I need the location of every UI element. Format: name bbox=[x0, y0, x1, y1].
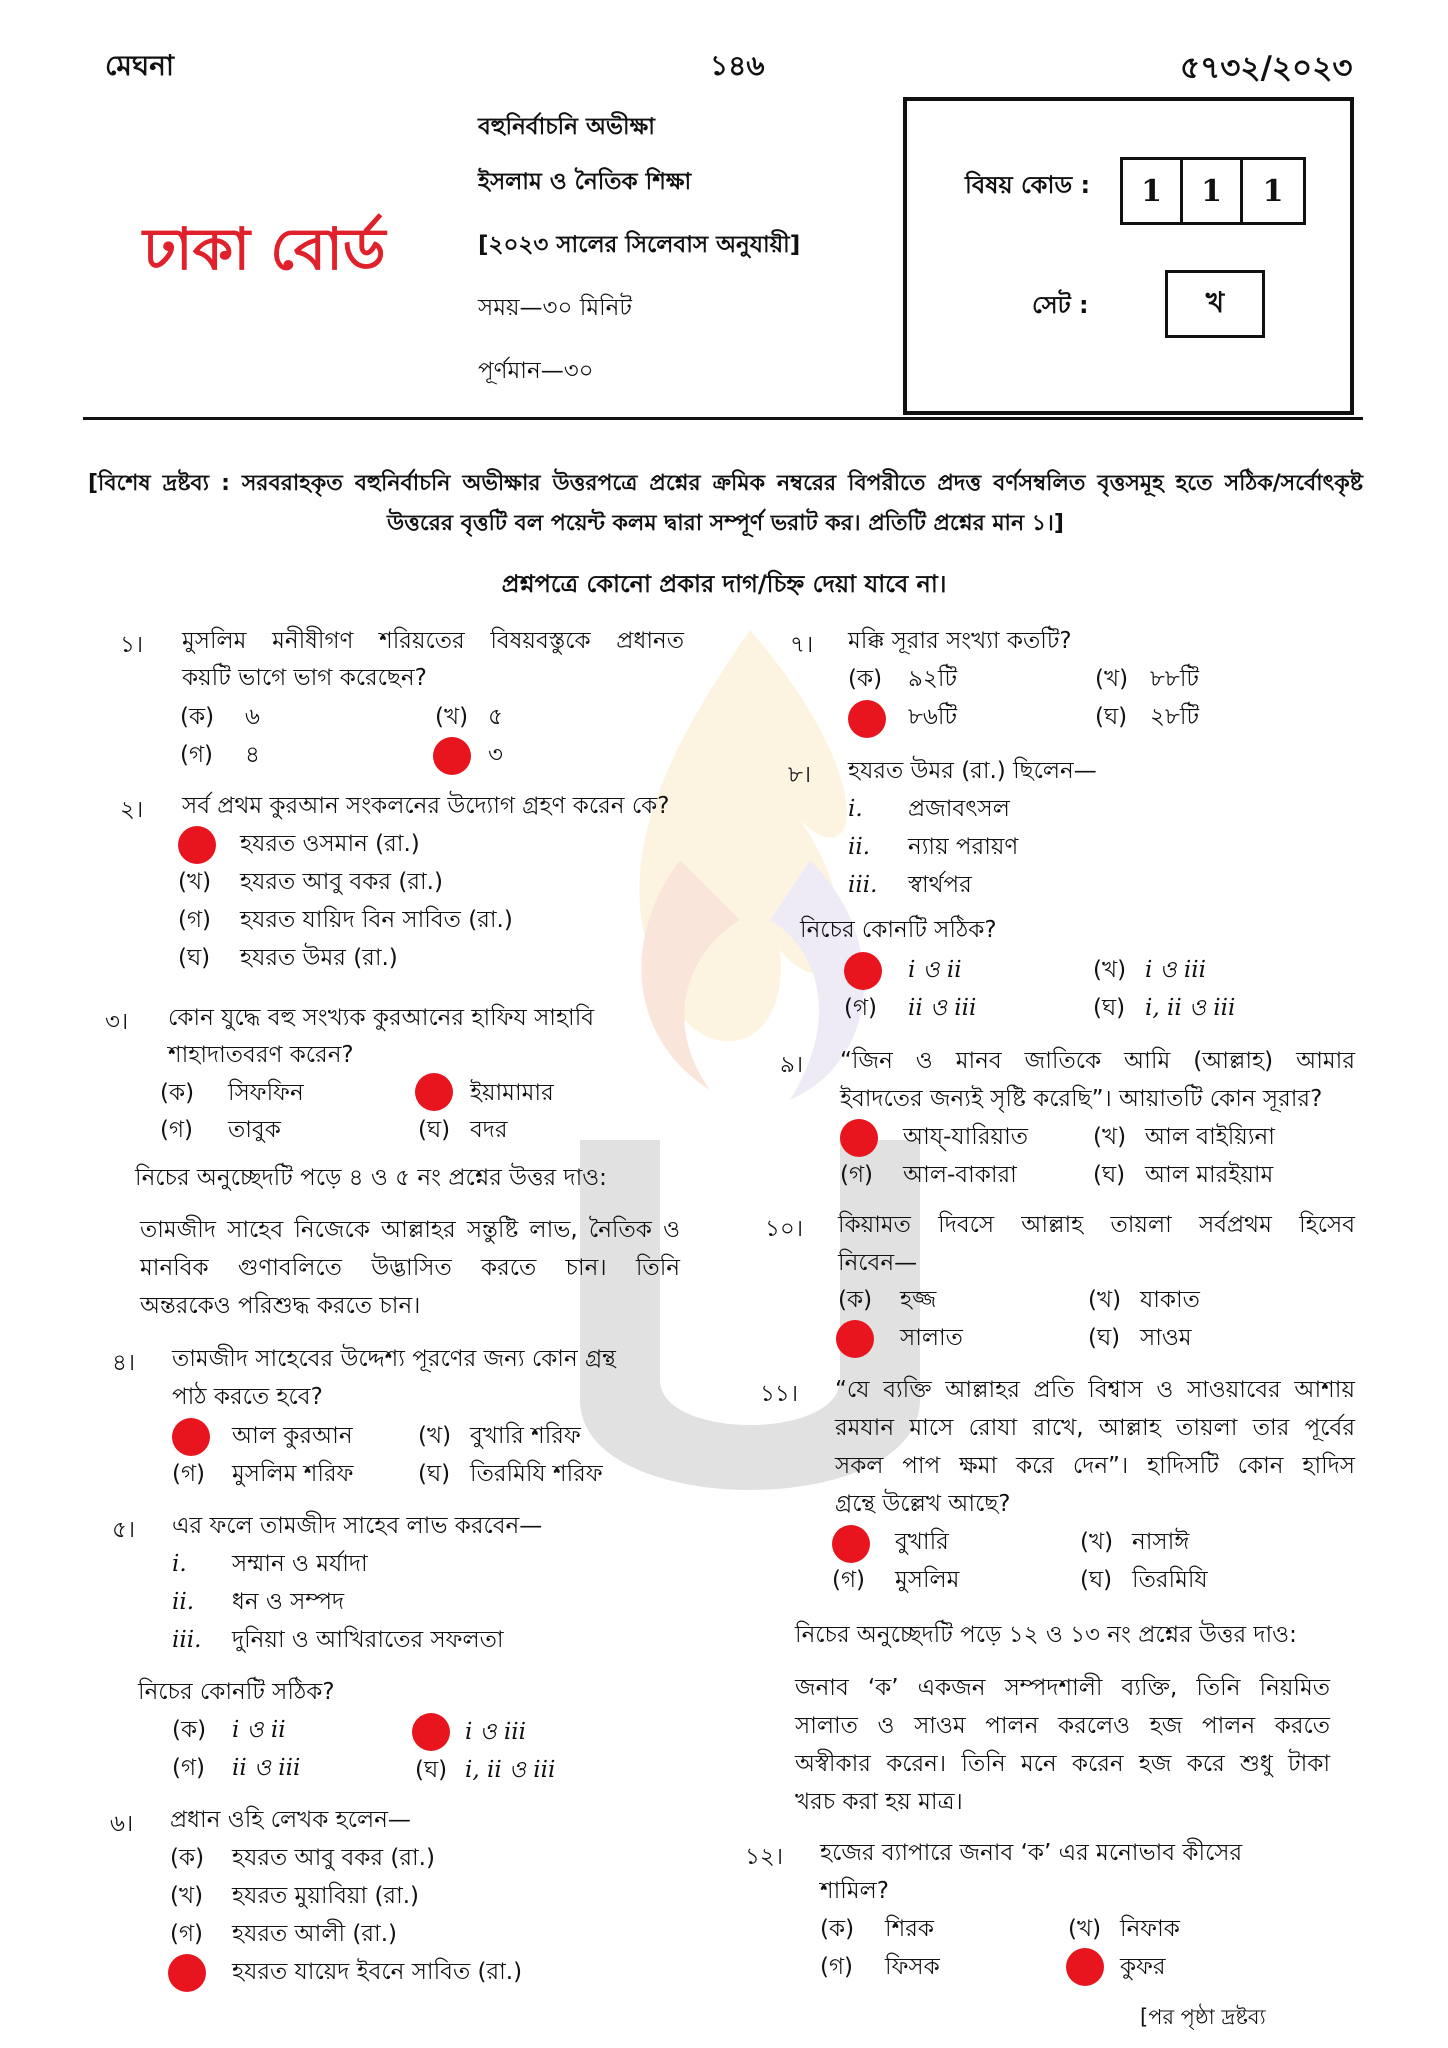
question-text: মক্কি সূরার সংখ্যা কতটি? bbox=[848, 628, 1072, 654]
exam-code-year: ৫৭৩২/২০২৩ bbox=[1180, 50, 1353, 86]
header-divider bbox=[83, 417, 1363, 420]
option-text: তিরমিযি bbox=[1132, 1567, 1208, 1593]
option-text: ৯২টি bbox=[908, 666, 957, 692]
question-text: “জিন ও মানব জাতিকে আমি (আল্লাহ) আমার bbox=[840, 1048, 1355, 1074]
code-digit: 1 bbox=[1123, 160, 1183, 222]
passage-line: খরচ করা হয় মাত্র। bbox=[795, 1789, 963, 1815]
option-label: (গ) bbox=[840, 1162, 874, 1188]
option-text: নাসাঈ bbox=[1132, 1529, 1190, 1555]
option-text: সালাত bbox=[900, 1325, 963, 1351]
statement-roman: ii. bbox=[848, 834, 871, 860]
option-text: i ও iii bbox=[465, 1719, 526, 1745]
answer-mark bbox=[1066, 1948, 1104, 1986]
question-number: ৪। bbox=[112, 1350, 136, 1376]
option-text: তিরমিযি শরিফ bbox=[470, 1461, 603, 1487]
option-text: আল কুরআন bbox=[232, 1423, 353, 1449]
question-text: সকল পাপ ক্ষমা করে দেন”। হাদিসটি কোন হাদিস bbox=[835, 1453, 1355, 1479]
option-text: হযরত উমর (রা.) bbox=[240, 945, 398, 971]
passage-line: সালাত ও সাওম পালন করলেও হজ পালন করতে bbox=[795, 1713, 1330, 1739]
passage-line: অন্তরকেও পরিশুদ্ধ করতে চান। bbox=[140, 1293, 421, 1319]
option-label: (গ) bbox=[178, 907, 212, 933]
option-label: (খ) bbox=[1068, 1916, 1102, 1942]
option-label: (ক) bbox=[848, 666, 883, 692]
subject-code-box bbox=[903, 97, 1354, 415]
option-label: (ক) bbox=[170, 1845, 205, 1871]
option-text: সিফফিন bbox=[228, 1080, 304, 1106]
option-text: ৮৬টি bbox=[908, 704, 957, 730]
statement-roman: iii. bbox=[848, 872, 878, 898]
option-text: i ও iii bbox=[1145, 957, 1206, 983]
option-label: (খ) bbox=[1093, 957, 1127, 983]
code-digit: 1 bbox=[1183, 160, 1243, 222]
statement-roman: i. bbox=[848, 796, 863, 822]
statement-text: স্বার্থপর bbox=[908, 872, 972, 898]
option-label: (গ) bbox=[844, 995, 878, 1021]
set-value: খ bbox=[1165, 270, 1265, 338]
passage-lead: নিচের অনুচ্ছেদটি পড়ে ৪ ও ৫ নং প্রশ্নের উত্তর দাও: bbox=[135, 1165, 607, 1191]
option-text: ৩ bbox=[488, 742, 503, 768]
question-number: ৬। bbox=[110, 1811, 134, 1837]
statement-text: ন্যায় পরায়ণ bbox=[908, 834, 1019, 860]
option-text: ii ও iii bbox=[908, 995, 977, 1021]
option-label: (ঘ) bbox=[1095, 704, 1128, 730]
statement-roman: ii. bbox=[172, 1589, 195, 1615]
option-text: ফিসক bbox=[885, 1954, 940, 1980]
option-text: আল বাইয়্যিনা bbox=[1145, 1124, 1275, 1150]
option-label: (গ) bbox=[820, 1954, 854, 1980]
option-label: (খ) bbox=[1093, 1124, 1127, 1150]
option-label: (ঘ) bbox=[1080, 1567, 1113, 1593]
option-text: হজ্জ bbox=[900, 1287, 937, 1313]
option-label: (ঘ) bbox=[418, 1461, 451, 1487]
passage-line: অস্বীকার করেন। তিনি মনে করেন হজ করে শুধু টাকা bbox=[795, 1751, 1330, 1777]
exam-subject: ইসলাম ও নৈতিক শিক্ষা bbox=[478, 169, 692, 195]
option-label: (ঘ) bbox=[1093, 1162, 1126, 1188]
page-number: ১৪৬ bbox=[710, 49, 765, 82]
question-text: কয়টি ভাগে ভাগ করেছেন? bbox=[182, 665, 427, 691]
option-text: কুফর bbox=[1120, 1954, 1166, 1980]
question-number: ৭। bbox=[790, 632, 814, 658]
option-text: শিরক bbox=[885, 1916, 934, 1942]
question-text: কোন যুদ্ধে বহু সংখ্যক কুরআনের হাফিয সাহাবি bbox=[168, 1005, 595, 1031]
option-label: (খ) bbox=[178, 869, 212, 895]
option-text: ৪ bbox=[245, 742, 260, 768]
question-number: ৩। bbox=[105, 1009, 129, 1035]
option-text: মুসলিম bbox=[895, 1567, 960, 1593]
option-text: হযরত যায়েদ ইবনে সাবিত (রা.) bbox=[232, 1959, 523, 1985]
question-number: ৫। bbox=[112, 1517, 136, 1543]
passage-line: জনাব ‘ক’ একজন সম্পদশালী ব্যক্তি, তিনি নিয়মিত bbox=[795, 1675, 1330, 1701]
set-label: সেট : bbox=[1032, 291, 1089, 319]
option-label: (খ) bbox=[418, 1423, 452, 1449]
answer-mark bbox=[840, 1119, 878, 1157]
option-text: ৫ bbox=[488, 704, 503, 730]
option-label: (ক) bbox=[172, 1717, 207, 1743]
exam-time: সময়—৩০ মিনিট bbox=[478, 295, 632, 321]
passage-line: তামজীদ সাহেব নিজেকে আল্লাহর সন্তুষ্টি লাভ, নৈতিক ও bbox=[140, 1217, 680, 1243]
option-label: (খ) bbox=[170, 1883, 204, 1909]
option-label: (খ) bbox=[1080, 1529, 1114, 1555]
option-text: i ও ii bbox=[232, 1717, 286, 1743]
option-text: নিফাক bbox=[1120, 1916, 1180, 1942]
question-text: হযরত উমর (রা.) ছিলেন— bbox=[848, 758, 1097, 784]
statement-text: ধন ও সম্পদ bbox=[232, 1589, 345, 1615]
statement-text: সম্মান ও মর্যাদা bbox=[232, 1551, 368, 1577]
question-number: ১০। bbox=[765, 1216, 804, 1242]
passage-line: মানবিক গুণাবলিতে উদ্ভাসিত করতে চান। তিনি bbox=[140, 1255, 680, 1281]
option-text: i ও ii bbox=[908, 957, 962, 983]
option-label: (গ) bbox=[832, 1567, 866, 1593]
warning-text: প্রশ্নপত্রে কোনো প্রকার দাগ/চিহ্ন দেয়া যাবে না। bbox=[501, 570, 947, 598]
subject-code-digits bbox=[1120, 157, 1306, 225]
option-label: (গ) bbox=[160, 1117, 194, 1143]
option-label: (ক) bbox=[838, 1287, 873, 1313]
option-text: i, ii ও iii bbox=[465, 1757, 556, 1783]
question-text: ইবাদতের জন্যই সৃষ্টি করেছি”। আয়াতটি কোন সূরার? bbox=[840, 1086, 1323, 1112]
question-text: “যে ব্যক্তি আল্লাহর প্রতি বিশ্বাস ও সাওয়াবের আশায় bbox=[835, 1377, 1355, 1403]
question-text: নিবেন— bbox=[838, 1250, 918, 1276]
answer-mark bbox=[832, 1525, 870, 1563]
option-text: হযরত আবু বকর (রা.) bbox=[240, 869, 443, 895]
option-text: বুখারি bbox=[895, 1529, 949, 1555]
which-correct: নিচের কোনটি সঠিক? bbox=[800, 917, 997, 943]
answer-mark bbox=[848, 700, 886, 738]
option-text: সাওম bbox=[1140, 1325, 1192, 1351]
answer-mark bbox=[178, 826, 216, 864]
option-label: (ঘ) bbox=[418, 1117, 451, 1143]
option-label: (ঘ) bbox=[415, 1757, 448, 1783]
answer-mark bbox=[172, 1418, 210, 1456]
option-text: আল মারইয়াম bbox=[1145, 1162, 1274, 1188]
question-text: গ্রন্থে উল্লেখ আছে? bbox=[835, 1491, 1011, 1517]
question-number: ১২। bbox=[745, 1844, 784, 1870]
option-text: ৮৮টি bbox=[1150, 666, 1199, 692]
option-text: ইয়ামামার bbox=[470, 1080, 554, 1106]
option-label: (খ) bbox=[435, 704, 469, 730]
question-text: শাহাদাতবরণ করেন? bbox=[168, 1042, 354, 1068]
option-label: (ক) bbox=[160, 1080, 195, 1106]
question-text: তামজীদ সাহেবের উদ্দেশ্য পূরণের জন্য কোন গ্রন্থ bbox=[172, 1346, 616, 1372]
passage-lead: নিচের অনুচ্ছেদটি পড়ে ১২ ও ১৩ নং প্রশ্নের উত্তর দাও: bbox=[795, 1622, 1297, 1648]
option-label: (গ) bbox=[170, 1921, 204, 1947]
option-label: (ঘ) bbox=[1093, 995, 1126, 1021]
option-label: (ক) bbox=[820, 1916, 855, 1942]
question-text: এর ফলে তামজীদ সাহেব লাভ করবেন— bbox=[172, 1513, 543, 1539]
option-label: (গ) bbox=[172, 1461, 206, 1487]
answer-mark bbox=[412, 1713, 450, 1751]
question-number: ১১। bbox=[760, 1381, 799, 1407]
option-text: মুসলিম শরিফ bbox=[232, 1461, 354, 1487]
question-text: কিয়ামত দিবসে আল্লাহ তায়লা সর্বপ্রথম হিসেব bbox=[838, 1212, 1355, 1238]
statement-text: দুনিয়া ও আখিরাতের সফলতা bbox=[232, 1627, 504, 1653]
option-label: (খ) bbox=[1088, 1287, 1122, 1313]
option-label: (খ) bbox=[1095, 666, 1129, 692]
option-label: (গ) bbox=[180, 742, 214, 768]
option-text: ২৮টি bbox=[1150, 704, 1199, 730]
question-number: ৯। bbox=[780, 1052, 804, 1078]
option-label: (গ) bbox=[172, 1755, 206, 1781]
option-text: আল-বাকারা bbox=[903, 1162, 1017, 1188]
exam-syllabus: [২০২৩ সালের সিলেবাস অনুযায়ী] bbox=[478, 232, 801, 258]
statement-roman: i. bbox=[172, 1551, 187, 1577]
statement-roman: iii. bbox=[172, 1627, 202, 1653]
option-text: হযরত মুয়াবিয়া (রা.) bbox=[232, 1883, 420, 1909]
option-text: যাকাত bbox=[1140, 1287, 1200, 1313]
which-correct: নিচের কোনটি সঠিক? bbox=[138, 1679, 335, 1705]
answer-mark bbox=[433, 737, 471, 775]
statement-text: প্রজাবৎসল bbox=[908, 796, 1010, 822]
question-text: সর্ব প্রথম কুরআন সংকলনের উদ্যোগ গ্রহণ করেন কে? bbox=[182, 793, 670, 819]
answer-mark bbox=[844, 952, 882, 990]
option-label: (ঘ) bbox=[1088, 1325, 1121, 1351]
answer-mark bbox=[415, 1073, 453, 1111]
answer-mark bbox=[168, 1954, 206, 1992]
board-name: ঢাকা বোর্ড bbox=[143, 215, 386, 283]
option-label: (ক) bbox=[180, 704, 215, 730]
question-text: শামিল? bbox=[820, 1878, 889, 1904]
option-text: হযরত ওসমান (রা.) bbox=[240, 831, 420, 857]
option-label: (ঘ) bbox=[178, 945, 211, 971]
option-text: হযরত আবু বকর (রা.) bbox=[232, 1845, 435, 1871]
question-number: ২। bbox=[120, 797, 144, 823]
question-text: প্রধান ওহি লেখক হলেন— bbox=[170, 1807, 411, 1833]
option-text: ৬ bbox=[245, 704, 260, 730]
option-text: বদর bbox=[470, 1117, 508, 1143]
subject-code-label: বিষয় কোড : bbox=[965, 171, 1091, 199]
question-number: ১। bbox=[120, 632, 144, 658]
exam-marks: পূর্ণমান—৩০ bbox=[478, 358, 594, 384]
answer-mark bbox=[836, 1320, 874, 1358]
next-page-note: [পর পৃষ্ঠা দ্রষ্টব্য bbox=[1140, 2005, 1266, 2029]
question-text: হজের ব্যাপারে জনাব ‘ক’ এর মনোভাব কীসের bbox=[820, 1840, 1243, 1866]
option-text: বুখারি শরিফ bbox=[470, 1423, 581, 1449]
option-text: আয্-যারিয়াত bbox=[903, 1124, 1029, 1150]
option-text: i, ii ও iii bbox=[1145, 995, 1236, 1021]
question-text: মুসলিম মনীষীগণ শরিয়তের বিষয়বস্তুকে প্রধানত bbox=[182, 628, 684, 654]
option-text: ii ও iii bbox=[232, 1755, 301, 1781]
header-left: মেঘনা bbox=[105, 49, 175, 82]
question-text: রমযান মাসে রোযা রাখে, আল্লাহ তায়লা তার পূর্বের bbox=[835, 1415, 1355, 1441]
exam-type: বহুনির্বাচনি অভীক্ষা bbox=[478, 114, 655, 140]
option-text: হযরত আলী (রা.) bbox=[232, 1921, 397, 1947]
option-text: তাবুক bbox=[228, 1117, 281, 1143]
question-text: পাঠ করতে হবে? bbox=[172, 1384, 323, 1410]
special-instructions: [বিশেষ দ্রষ্টব্য : সরবরাহকৃত বহুনির্বাচনি অভীক্ষার উত্তরপত্রে প্রশ্নের ক্রমিক নম্বরের বিপরীতে প্রদত্ত বর্ণসম্বলিত বৃত্তসমূহ হতে সঠিক/সর্বোৎকৃষ্ট উত্তরের বৃত্তটি বল পয়েন্ট কলম দ্বারা সম্পূর্ণ ভরাট কর। প্রতিটি প্রশ্নের মান ১।] bbox=[88, 471, 1363, 536]
code-digit: 1 bbox=[1262, 173, 1284, 209]
question-number: ৮। bbox=[788, 762, 812, 788]
option-text: হযরত যায়িদ বিন সাবিত (রা.) bbox=[240, 907, 513, 933]
